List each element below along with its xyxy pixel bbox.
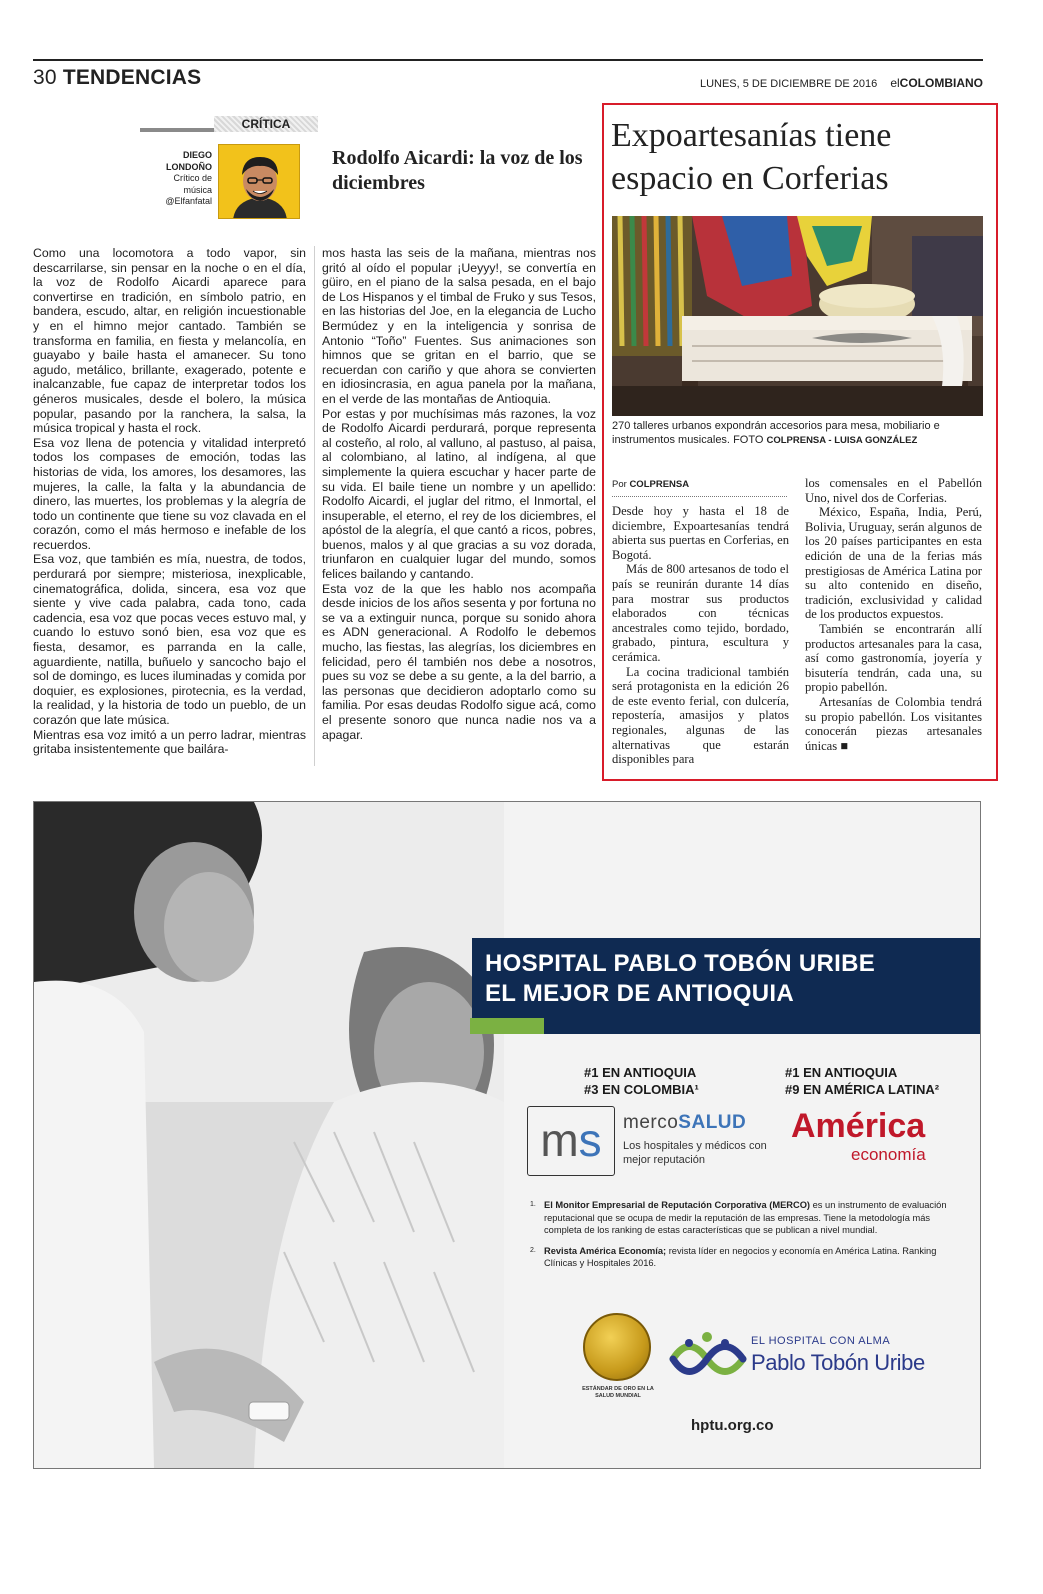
paragraph: La cocina tradicional también será protagonista en la edición 26 de este evento ferial, con dulcería, repostería, amasijos y platos regionales, algunas de las alternativas que estarán disponibles para — [612, 664, 789, 767]
seal-caption: ESTÁNDAR DE ORO EN LA SALUD MUNDIAL — [582, 1386, 654, 1399]
paragraph: los comensales en el Pabellón Uno, nivel dos de Corferias. — [805, 476, 982, 505]
paragraph: Más de 800 artesanos de todo el país se reunirán durante 14 días para mostrar sus productos elaborados con técnicas ancestrales como tejido, bordado, grabado, pintura, escultura y cerámica. — [612, 562, 789, 664]
paragraph: Como una locomotora a todo vapor, sin descarrilarse, sin pensar en la noche o en el día, la voz de Rodolfo Aicardi aparece para convertirse en tradición, en símbolo patrio, en bandera, escudo, altar, en religión incuestionable y en el himno mejor cantado. También se transforma en familia, en fiesta y melancolía, en guayabo y baile hasta el amanecer. Su tono agudo, metálico, brillante, exagerado, potente e inalcanzable, fue capaz de interpretar todos los géneros musicales, desde el bolero, la música popular, pasando por la ranchera, la salsa, la música tropical y hasta el rock. — [33, 246, 306, 436]
critica-tag: CRÍTICA — [214, 116, 318, 132]
ranking-merco — [584, 1064, 699, 1098]
column-divider — [314, 246, 315, 766]
author-handle: @Elfanfatal — [165, 196, 212, 206]
mercosalud-wordmark — [623, 1112, 746, 1134]
header-rule — [33, 59, 983, 61]
paragraph: Artesanías de Colombia tendrá su propio pabellón. Los visitantes conocerán piezas artesanales únicas ■ — [805, 694, 982, 753]
ms-logo-s: s — [578, 1114, 602, 1166]
footnote-2 — [530, 1245, 950, 1270]
ad-green-accent — [470, 1018, 544, 1034]
critic-byline — [140, 150, 212, 208]
photo-caption — [612, 420, 983, 447]
ad-headline-line-1: HOSPITAL PABLO TOBÓN URIBE — [485, 950, 876, 977]
ad-website-link[interactable]: hptu.org.co — [691, 1417, 774, 1434]
paragraph: Desde hoy y hasta el 18 de diciembre, Expoartesanías tendrá abierta sus puertas en Corferias, en Bogotá. — [612, 504, 789, 562]
economia-text: economía — [851, 1145, 926, 1164]
ad-headline — [485, 949, 875, 1009]
paragraph: México, España, India, Perú, Bolivia, Uruguay, serán algunos de los 20 países participantes en esta edición de una de la ferias más prestigiosas de América Latina por su alto contenido en diseño, tradición, exclusividad y calidad de los productos expuestos. — [805, 505, 982, 622]
hptu-name: Pablo Tobón Uribe — [751, 1350, 925, 1375]
newspaper-logo: elCOLOMBIANO — [890, 76, 983, 90]
ad-photo-nurse-patient — [34, 802, 504, 1468]
author-role-2: música — [183, 184, 212, 195]
ranking-america-economia — [785, 1064, 939, 1098]
salud-text: SALUD — [678, 1112, 747, 1133]
paragraph: Esa voz llena de potencia y vitalidad interpretó todos los compases de emoción, todas las historias de vida, los amores, los desamores, las mujeres, la calle, la falta y la abundancia de dinero, las muertes, los problemas y la alegría de todo un continente que tiene su voz clavada en el corazón, como el más hermoso e inefable de los recuerdos. — [33, 435, 306, 552]
caption-credit: COLPRENSA - LUISA GONZÁLEZ — [766, 434, 918, 446]
feature-byline — [612, 479, 787, 497]
gold-seal-icon — [583, 1313, 651, 1381]
rank-line: #3 EN COLOMBIA¹ — [584, 1082, 699, 1097]
feature-column-1 — [612, 504, 789, 767]
author-last-name: LONDOÑO — [166, 161, 212, 172]
rank-line: #1 EN ANTIOQUIA — [785, 1065, 898, 1080]
author-avatar — [218, 144, 300, 219]
ad-headline-line-2: EL MEJOR DE ANTIOQUIA — [485, 980, 794, 1007]
caption-text: 270 talleres urbanos expondrán accesorios para mesa, mobiliario e instrumentos musicales. — [612, 420, 940, 446]
crafts-table-illustration — [612, 216, 983, 416]
section-header — [33, 66, 201, 90]
byline-prefix: Por — [612, 479, 627, 490]
feature-article-title: Expoartesanías tiene espacio en Corferias — [611, 117, 892, 197]
expoartesanias-photo — [612, 216, 983, 416]
avatar-illustration — [219, 145, 300, 219]
hptu-tagline: EL HOSPITAL CON ALMA — [751, 1335, 891, 1347]
footnote-1 — [530, 1199, 950, 1237]
critic-column-1 — [33, 246, 306, 757]
footnote-number: 2. — [530, 1246, 536, 1254]
author-role-1: Crítico de — [173, 173, 212, 183]
america-economia-logo: América — [791, 1107, 926, 1145]
caption-credit-label: FOTO — [733, 433, 764, 446]
header-date-brand — [700, 76, 983, 90]
paragraph: Esa voz, que también es mía, nuestra, de todos, perdurará por siempre; misteriosa, inexplicable, cinematográfica, dolida, sincera, esa voz que siente y vive cada palabra, cada tono, cada cadencia, esa voz que pocas veces estuvo mal, y cuando lo estuvo sonó bien, esa voz que es fiesta, desamor, es parranda en la calle, aguardiente, natilla, buñuelo y sancocho bajo el sol de domingo, es luces iluminadas y comida por doquier, es explosiones, pirotecnia, es la verdad, la realidad, y la historia de todo un pueblo, de un corazón que late música. — [33, 552, 306, 727]
paragraph: También se encontrarán allí productos artesanales para la casa, así como gastronomía, joyería y bisutería tendrán, cada una, su propio pabellón. — [805, 621, 982, 695]
feature-column-2 — [805, 476, 982, 753]
section-name: TENDENCIAS — [62, 66, 202, 89]
ms-logo-m: m — [540, 1114, 579, 1166]
critic-column-2 — [322, 246, 596, 742]
page-number: 30 — [33, 66, 57, 89]
paragraph: Mientras esa voz imitó a un perro ladrar, mientras gritaba insistentemente que bailára- — [33, 727, 306, 757]
paragraph: mos hasta las seis de la mañana, mientras nos gritó al oído el popular ¡Ueyyy!, se convertía en güiro, en el piano de la salsa pesada, en el bajo de Los Hispanos y el timbal de Fruko y sus Tesos, en las historias del Joe, en la elegancia de Lucho Bermúdez y en la inteligencia y sonrisa de Antonio “Toño” Fuentes. Sus animaciones son himnos que se gritan en el barrio, que se recuerdan con cariño y que ahora se convierten en idiosincrasia, en agua panela por la mañana, en el verde de las montañas de Antioquia. — [322, 246, 596, 406]
mercosalud-ms-logo — [527, 1106, 615, 1176]
merco-text: merco — [623, 1112, 679, 1133]
ad-footnotes — [530, 1199, 950, 1278]
mercosalud-tagline: Los hospitales y médicos con mejor reputación — [623, 1140, 767, 1166]
footnote-bold: El Monitor Empresarial de Reputación Corporativa (MERCO) — [544, 1200, 811, 1210]
rank-line: #1 EN ANTIOQUIA — [584, 1065, 697, 1080]
byline-source: COLPRENSA — [629, 479, 690, 490]
footnote-text: revista líder en negocios y economía en América Latina. Ranking Clínicas y Hospitales 2016. — [544, 1245, 937, 1268]
author-first-name: DIEGO — [182, 150, 212, 160]
footnote-text: es un instrumento de evaluación reputacional que se ocupa de medir la reputación de las empresas. Tiene la metodología más completa de los ranking de estas características que se publican a nivel mundial. — [544, 1200, 947, 1235]
footnote-bold: Revista América Economía; — [544, 1245, 667, 1256]
paragraph: Esta voz de la que les hablo nos acompaña desde inicios de los años sesenta y por fortuna no se va a extinguir nunca, porque su sonido ahora es ADN generacional. A Rodolfo le debemos mucho, las fiestas, las alegrías, los diciembres en felicidad, pero él también nos debe a nosotros, pues su voz se debe a su gente, a la del barrio, a las personas que decidieron adoptarlo como su familia. Por esas deudas Rodolfo sigue acá, como el presente sonoro que nunca nadie nos va a apagar. — [322, 581, 596, 742]
hptu-logo-svg — [669, 1329, 747, 1389]
rank-line: #9 EN AMÉRICA LATINA² — [785, 1082, 940, 1097]
footnote-number: 1. — [530, 1201, 536, 1208]
paragraph: Por estas y por muchísimas más razones, la voz de Rodolfo Aicardi perdurará, porque representa al costeño, al rolo, al valluno, al pastuso, al paisa, al colombiano, al latino, al indígena, al que simplemente la quiera escuchar y hacer parte de su vida. El baile tiene un nombre y un apellido: Rodolfo Aicardi, el juglar del ritmo, el Inmortal, el insuperable, el eterno, el rey de los diciembres, el apóstol de la alegría, el que cantó a ricos, pobres, buenos, malos y al que gracias a su voz dorada, triunfaron en cualquier lugar del mundo, somos felices bailando y cantando. — [322, 406, 596, 582]
issue-date: LUNES, 5 DE DICIEMBRE DE 2016 — [699, 78, 878, 90]
critic-article-title: Rodolfo Aicardi: la voz de los diciembres — [332, 147, 583, 194]
hptu-logo-icon — [669, 1329, 747, 1389]
ad-photo-illustration — [34, 802, 504, 1468]
